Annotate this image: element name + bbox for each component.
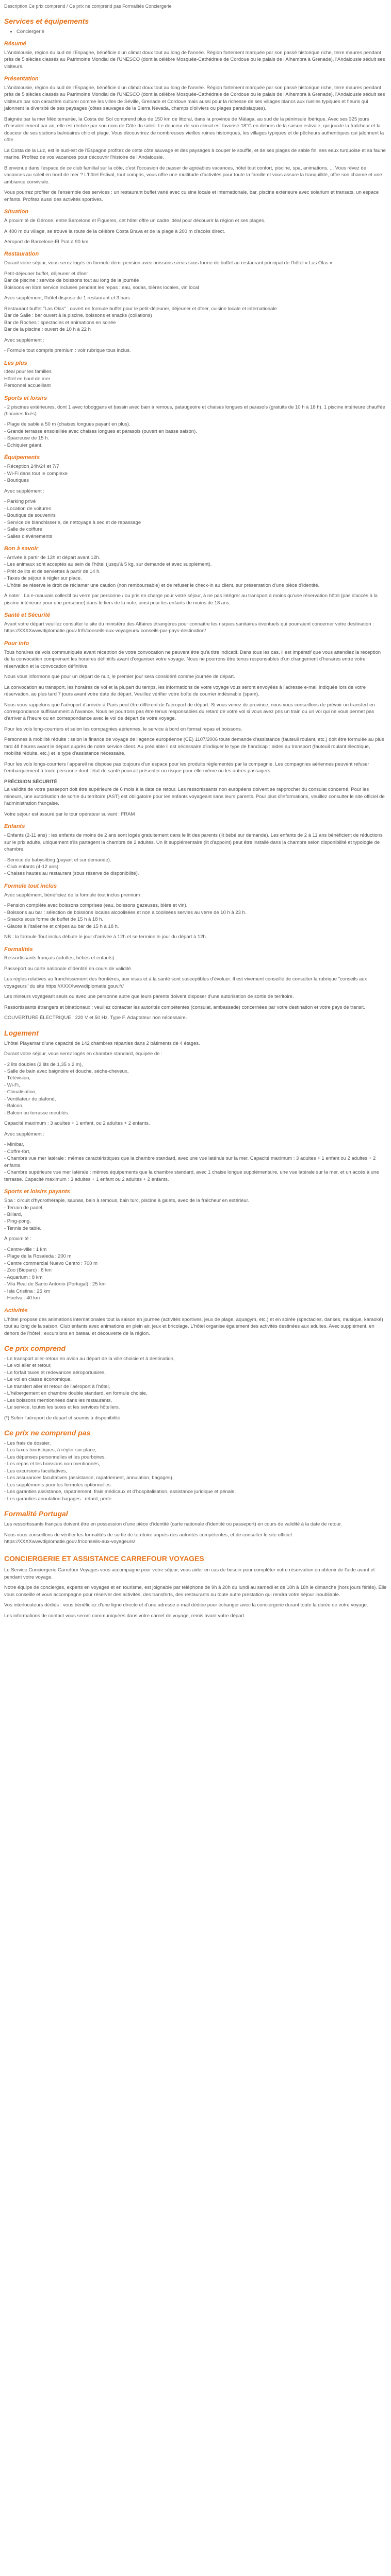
situation-p3: Aéroport de Barcelone-El Prat à 90 km. — [4, 239, 90, 245]
sante-title: Santé et Sécurité — [4, 612, 51, 619]
list-item: Idéal pour les familles — [4, 369, 52, 375]
list-item: - Ping-pong, — [4, 1218, 31, 1225]
list-item: - Le transfert aller et retour de l'aéroport à l'hôtel, — [4, 1383, 110, 1389]
list-item: - Tennis de table. — [4, 1225, 42, 1231]
list-item: Bar de Salle : bar ouvert à la piscine, boissons et snacks (collations) — [4, 313, 152, 319]
bonasavoir-list — [4, 554, 387, 589]
conciergerie-p3: Vos interlocuteurs dédiés : vous bénéficiez d'une ligne directe et d'une adresse e-mail dédiée pour échanger avec la conciergerie durant toute la durée de votre voyage. — [4, 1602, 368, 1608]
list-item: Petit-déjeuner buffet, déjeuner et dîner — [4, 270, 88, 277]
list-item: - Télévision, — [4, 1075, 31, 1081]
list-item: - Prêt de lits et de serviettes à partir de 14 h. — [4, 568, 101, 574]
formule-title: Formule tout inclus — [4, 883, 57, 889]
formalite-portugal-p1: Les ressortissants français doivent être en possession d'une pièce d'identité (carte nationale d'identité ou passeport) en cours de validité à la date de retour. — [4, 1521, 343, 1528]
list-item: - Service de babysitting (payant et sur demande). — [4, 857, 111, 863]
sports-p1: - 2 piscines extérieures, dont 1 avec toboggans et bassin avec bain à remous, pataugeoire et chaises longues et parasols (gratuits de 10 h à 18 h). 1 piscine intérieure chauffée (horaires fixés). — [4, 404, 385, 417]
situation-p2: À 400 m du village, se trouve la route de la célèbre Costa Brava et de la plage à 200 m d'accès direct. — [4, 228, 225, 234]
list-item: - Les suppléments pour les formules optionnelles. — [4, 1482, 112, 1488]
formalites-p1: Ressortissants français (adultes, bébés et enfants) : — [4, 955, 117, 961]
list-item: - Huelva : 40 km — [4, 1295, 40, 1301]
list-item: - Le vol en classe économique, — [4, 1377, 72, 1383]
equipements-list — [4, 463, 387, 484]
list-item: - Chambre vue mer latérale : mêmes caractéristiques que la chambre standard, avec une vue latérale sur la mer. Capacité maximum : 3 adultes + 1 enfant ou 2 adultes + 2 enfants. — [4, 1156, 376, 1168]
list-item: Boissons en libre service incluses pendant les repas : eau, sodas, bières locales, vin local — [4, 284, 199, 291]
equipements-list-2 — [4, 498, 387, 540]
formalites-p5: Ressortissants étrangers et binationaux : veuillez contacter les autorités compétentes (consulat, ambassade) concernées par votre destination et votre pays de transit. — [4, 1004, 365, 1010]
pourinfo-p3: La convocation au transport, les horaires de vol et la plupart du temps, les informations de votre voyage vous seront envoyées à l'adresse e-mail indiquée lors de votre réservation, au plus tard 7 jours avant votre date de départ. Veuillez vérifier votre boîte de courrier indésirable (spam). — [4, 684, 366, 698]
list-item: - Réception 24h/24 et 7/7 — [4, 464, 59, 470]
list-item: - Boutiques — [4, 478, 29, 484]
formalites-p2: Passeport ou carte nationale d'identité en cours de validité. — [4, 965, 133, 972]
proximite-list — [4, 1246, 387, 1302]
list-item: - Les garanties annulation bagages : retard, perte. — [4, 1496, 113, 1502]
presentation-p4: Bienvenue dans l'espace de ce club familial sur la côte, c'est l'occasion de passer de agréables vacances, hôtel tout confort, piscine, spa, animations, ... Vous rêvez de vacances au soleil en bord de mer ? L'hôtel Estival, tout compris, vous offre une multitude d'activités pour toute la famille et vous assure la tranquillité, offre son charme et une ambiance conviviale. — [4, 165, 382, 185]
list-item: - Balcon ou terrasse meublés. — [4, 1110, 70, 1116]
situation-title: Situation — [4, 209, 29, 215]
equipements-title: Équipements — [4, 454, 40, 461]
enfants-text: - Enfants (2-11 ans) : les enfants de moins de 2 ans sont logés gratuitement dans le lit des parents (lit bébé sur demande). Les enfants de 2 à 11 ans bénéficient de réductions sur le prix adulte, uniquement s'ils partagent la chambre de 2 adultes. Un lit supplémentaire (lit d'appoint) peut être installé dans la chambre selon disponibilité et typologie de chambre. — [4, 833, 383, 853]
formalites-title: Formalités — [4, 946, 33, 953]
enfants-title: Enfants — [4, 823, 25, 830]
list-item: - Les garanties assistance, rapatriement, frais médicaux et d'hospitalisation, assistance juridique et pénale. — [4, 1489, 236, 1495]
list-item: - Glaces à l'italienne et crêpes au bar de 15 h à 18 h. — [4, 923, 119, 929]
list-item: - Le service, toutes les taxes et les services hôteliers. — [4, 1404, 120, 1411]
list-item: - Ventilateur de plafond, — [4, 1096, 56, 1102]
list-item: - Wi-Fi dans tout le complexe — [4, 470, 68, 477]
restauration-p2: Avec supplément, l'hôtel dispose de 1 restaurant et 3 bars : — [4, 295, 133, 301]
list-item: - Service de blanchisserie, de nettoyage à sec et de repassage — [4, 519, 141, 526]
list-item: - Pension complète avec boissons comprises (eau, boissons gazeuses, bière et vin). — [4, 903, 188, 909]
restauration-p3: Avec supplément : — [4, 337, 44, 343]
enfants-list — [4, 857, 387, 877]
pourinfo-p6: Personnes à mobilité réduite : selon la finance de voyage de l'agence européenne (CE) 1107/2006 toute demande d'assistance (fauteuil roulant, etc.) doit être formulée au plus tard 48 heures avant le départ auprès de notre service client. Au préalable il est nécessaire d'indiquer le type de handicap : aides au transport (fauteuil roulant électrique, mobilité réduite, etc.) et le type d'assistance nécessaire. — [4, 737, 384, 757]
list-item: - Salle de bain avec baignoire et douche, sèche-cheveux, — [4, 1069, 129, 1074]
list-item: Bar de Roches : spectacles et animations en soirée — [4, 319, 116, 326]
list-item: - Les assurances facultatives (assistance, rapatriement, annulation, bagages), — [4, 1475, 174, 1481]
list-item: Personnel accueillant — [4, 383, 51, 389]
list-item: - Boissons au bar : sélection de boissons locales alcoolisées et non alcoolisées servies au verre de 10 h à 23 h. — [4, 909, 247, 916]
logement-p3: Capacité maximum : 3 adultes + 1 enfant, ou 2 adultes + 2 enfants. — [4, 1121, 150, 1127]
list-item: - Chaises hautes au restaurant (sous réserve de disponibilité). — [4, 871, 139, 877]
list-item: - Centre-ville : 1 km — [4, 1246, 47, 1252]
list-item: - Arrivée à partir de 12h et départ avant 12h. — [4, 554, 101, 561]
resume-text: L'Andalousie, région du sud de l'Espagne, bénéficie d'un climat doux tout au long de l'année. Région fortement marquée par son passé historique riche, terre maures pendant près de 5 siècles classés au Patrimoine Mondial de l'UNESCO (dont la célèbre Mosquée-Cathédrale de Cordoue ou le palais de l'Alhambra à Grenade), l'Andalousie séduit ses visiteurs. — [4, 49, 385, 70]
pourinfo-p2: Nous vous informons que pour un départ de nuit, le premier jour sera considéré comme journée de départ. — [4, 674, 235, 680]
list-item: - Climatisation, — [4, 1089, 37, 1095]
formalites-p4: Les mineurs voyageant seuls ou avec une personne autre que leurs parents doivent disposer d'une autorisation de sortie de territoire. — [4, 994, 294, 1000]
conciergerie-p4: Les informations de contact vous seront communiquées dans votre carnet de voyage, remis avant votre départ. — [4, 1613, 246, 1619]
bonasavoir-title: Bon à savoir — [4, 546, 39, 552]
services-list — [4, 28, 387, 35]
presentation-p2: Baignée par la mer Méditerranée, la Costa del Sol comprend plus de 150 km de littoral, dans la province de Málaga, au sud de la péninsule Ibérique. Avec ses 325 jours d'ensoleillement par an, elle est réchée par son nom de Côte du soleil. Le douceur de son climat est favorisé 18°C en dehors de la saison estivale, qui jouxte la fraîcheur et la douceur de ses stations balnéaires chic et plage. Vous découvrirez de nombreuses vieilles ruines historiques, les villages typiques et de pêcheurs authentiques qui jalonnent la côte. — [4, 116, 384, 143]
conciergerie-p2: Notre équipe de concierges, experts en voyages et en tourisme, est joignable par téléphone de 9h à 20h du lundi au samedi et de 10h à 18h le dimanche (hors jours fériés). Elle vous conseille et vous accompagne pour réserver des activités, des transferts, des restaurants ou toute autre prestation qui rendra votre séjour inoubliable. — [4, 1585, 387, 1598]
list-item: - Isla Cristina : 25 km — [4, 1288, 51, 1294]
list-item: - Aquarium : 8 km — [4, 1274, 43, 1280]
list-item: - Les excursions facultatives, — [4, 1468, 67, 1474]
list-item: - Les animaux sont acceptés au sein de l'hôtel (jusqu'à 5 kg, sur demande et avec supplément). — [4, 562, 212, 568]
sports-payants-list — [4, 1197, 387, 1232]
list-item: - Snacks sous forme de buffet de 15 h à 18 h. — [4, 917, 104, 923]
logement-title: Logement — [4, 1028, 39, 1037]
list-item: - Plage de la Rosaleda : 200 m — [4, 1253, 72, 1260]
prix-comprend-note: (*) Selon l'aéroport de départ et soumis à disponibilité. — [4, 1415, 122, 1421]
list-item: Restaurant buffet "Las Olas" : ouvert en formule buffet pour le petit-déjeuner, déjeuner et dîner, cuisine locale et internationale — [4, 306, 277, 312]
formalite-portugal-p2: Nous vous conseillons de vérifier les formalités de sortie de territoire auprès des autorités compétentes, et de consulter le site officiel : https://XXXXwwwdiplomatie.gouv.fr/conseils-aux-voyageurs/ — [4, 1532, 295, 1545]
presentation-title: Présentation — [4, 76, 39, 82]
list-item: - Spacieuse de 15 h. — [4, 435, 50, 442]
restauration-p4: - Formule tout compris premium : voir rubrique tous inclus. — [4, 348, 131, 354]
logement-p1: L'hôtel Playamar d'une capacité de 142 chambres réparties dans 2 bâtiments de 4 étages. — [4, 1040, 200, 1046]
intro-text: Description Ce prix comprend / Ce prix ne comprend pas Formalités Conciergerie — [4, 4, 172, 9]
proximite-label: À proximité : — [4, 1236, 31, 1242]
list-item: - Location de voitures — [4, 505, 51, 512]
formalites-p3: Les règles relatives au franchissement des frontières, aux visas et à la santé sont susceptibles d'évoluer. Il est vivement conseillé de consulter la rubrique "conseils aux voyageurs" du site https://XXXXwwwdiplomatie.gouv.fr/ — [4, 976, 367, 989]
list-item: - L'hôtel se réserve le droit de réclamer une caution (non remboursable) et de refuser le check-in au client, sur présentation d'une pièce d'identité. — [4, 582, 320, 588]
services-title: Services et équipements — [4, 16, 89, 25]
prix-ne-comprend-pas-title: Ce prix ne comprend pas — [4, 1429, 91, 1437]
list-item: Bar de la piscine : ouvert de 10 h à 22 h — [4, 327, 91, 333]
list-item: - 2 lits doubles (2 lits de 1,35 x 2 m), — [4, 1061, 83, 1067]
prix-comprend-title: Ce prix comprend — [4, 1344, 66, 1352]
formalites-p6: COUVERTURE ÉLECTRIQUE : 220 V et 50 Hz. Type F. Adaptateur non nécessaire. — [4, 1015, 187, 1021]
sante-text: Avant votre départ veuillez consulter le site du ministère des Affaires étrangères pour connaître les risques sanitaires éventuels qui pourraient concerner votre destination : https://XXXXwwwdiplomatie.gouv.fr/fr/conseils-aux-voyageurs/ conseils-par-pays-destination/ — [4, 621, 374, 634]
list-item: - Vila Real de Santo Antonio (Portugal) : 25 km — [4, 1281, 106, 1287]
list-item: - Minibar, — [4, 1142, 25, 1148]
list-item: - Les boissons mentionnées dans les restaurants, — [4, 1397, 112, 1403]
list-item: - Salle de coiffure — [4, 527, 42, 533]
list-item: - Les dépenses personnelles et les pourboires, — [4, 1454, 106, 1460]
presentation-p1: L'Andalousie, région du sud de l'Espagne, bénéficie d'un climat doux tout au long de l'année. Région fortement marquée par son passé historique riche, terre maures pendant près de 5 siècles classés au Patrimoine Mondial de l'UNESCO (dont la célèbre Mosquée-Cathédrale de Cordoue ou le palais de l'Alhambra à Grenade), l'Andalousie séduit ses visiteurs par son caractère culturel comme les villes de Séville, Grenade et Cordoue mais aussi pour la richesse de ses villages blancs aux ruelles typiques et fleuris qui jalonnent la diversité de ses paysages (côtes sauvages de la Sierra Nevada, champs d'oliviers ou plages paradisiaques). — [4, 85, 385, 112]
list-item: - Balcon, — [4, 1103, 24, 1109]
list-item: - Chambre supérieure vue mer latérale : mêmes équipements que la chambre standard, avec 1 chaise longue supplémentaire, une vue latérale sur la mer, et un accès à une terrasse. Capacité maximum : 3 adultes + 1 enfant ou 2 adultes + 2 enfants. — [4, 1170, 379, 1182]
list-item: - Échiquier géant. — [4, 442, 43, 448]
pourinfo-p5: Pour les vols long-courriers et selon les compagnies aériennes, le service à bord en format repas et boissons. — [4, 726, 242, 732]
list-item: Spa : circuit d'hydrothérapie, saunas, bain à remous, bain turc, piscine à galets, avec de la fraîcheur en extérieur. — [4, 1198, 249, 1204]
conciergerie-title: CONCIERGERIE ET ASSISTANCE CARREFOUR VOYAGES — [4, 1554, 204, 1563]
formule-list — [4, 902, 387, 930]
list-item: - Salles d'événements — [4, 533, 53, 539]
list-item: - Parking privé — [4, 499, 36, 505]
presentation-p5: Vous pourrez profiter de l'ensemble des services : un restaurant buffet varié avec cuisine locale et internationale, bar, piscine extérieure avec solarium et transats, un espace enfants. Profitez aussi des activités sportives. — [4, 190, 379, 202]
sports-title: Sports et loisirs — [4, 395, 47, 401]
list-item: - Taxes de séjour à régler sur place. — [4, 575, 82, 582]
list-item: - Zoo (Bioparc) : 8 km — [4, 1267, 52, 1274]
restauration-p1: Durant votre séjour, vous serez logés en formule demi-pension avec boissons servis sous forme de buffet au restaurant principal de l'hôtel « Las Olas ». — [4, 260, 334, 266]
list-item: - Billard, — [4, 1211, 22, 1217]
pourinfo-p4: Nous vous rappelons que l'aéroport d'arrivée à Paris peut être différent de l'aéroport de départ. Si vous venez de province, nous vous conseillons de prévoir un transfert en correspondance suffisamment à l'avance. Nous ne pourrons pas être tenus responsables du retard de votre vol si vous avez pris un train ou un vol qui ne vous permet pas d'arriver à l'heure ou en correspondance avec le vol de départ de votre voyage. — [4, 702, 375, 722]
resume-title: Résumé — [4, 41, 26, 47]
list-item: - Coffre-fort, — [4, 1148, 31, 1155]
services-item: • Conciergerie — [17, 28, 387, 35]
list-item: - Centre commercial Nuevo Centro : 700 m — [4, 1260, 98, 1266]
logement-p4: Avec supplément : — [4, 1131, 44, 1137]
list-item: - Boutique de souvenirs — [4, 513, 56, 519]
formule-p2: NB : la formule Tout inclus débute le jour d'arrivée à 12h et se termine le jour du départ à 12h. — [4, 934, 207, 940]
list-item: - Grande terrasse ensoleillée avec chaises longues et parasols (ouvert en basse saison). — [4, 428, 197, 434]
list-item: - Le transport aller-retour en avion au départ de la ville choisie et à destination, — [4, 1355, 175, 1362]
list-item: - Plage de sable à 50 m (chaises longues payant en plus). — [4, 421, 131, 428]
restauration-title: Restauration — [4, 251, 39, 258]
list-item: - Club enfants (4-12 ans). — [4, 863, 60, 870]
restauration-list — [4, 270, 387, 291]
pourinfo-title: Pour info — [4, 640, 29, 647]
precision-securite-title: PRÉCISION SÉCURITÉ — [4, 778, 57, 785]
activites-text: L'hôtel propose des animations internationales tout la saison en journée (activités sportives, jeux de plage, aquagym, etc.) et en soirée (spectacles, danses, musique, karaoké) tout au long de la saison. Club enfants avec animations en plein air, jeux et bricolage. L'hôtel organise également des activités destinées aux adultes. Avec supplément, en dehors de l'hôtel : excursions en bateau et découverte de la région. — [4, 1316, 383, 1336]
logement-p2: Durant votre séjour, vous serez logés en chambre standard, équipée de : — [4, 1051, 162, 1057]
logement-list — [4, 1061, 387, 1117]
activites-title: Activités — [4, 1307, 28, 1314]
logement-list-2 — [4, 1141, 387, 1183]
conciergerie-p1: Le Service Conciergerie Carrefour Voyages vous accompagne pour votre séjour, vous aider en cas de besoin pour compléter votre réservation ou obtenir de l'aide avant et pendant votre voyage. — [4, 1567, 375, 1580]
sports-list — [4, 421, 387, 449]
pourinfo-p7: Pour les vols longs-courriers l'appareil ne dispose pas toujours d'un espace pour les produits réglementés par la compagnie. Les compagnies aériennes peuvent refuser l'embarquement à toute personne dont l'état de santé pourrait présenter un risque pour elle-même ou les autres passagers. — [4, 761, 369, 774]
prix-ne-comprend-pas-list — [4, 1440, 387, 1502]
pourinfo-p1: Tous horaires de vols communiqués avant réception de votre convocation ne peuvent être qu'à titre indicatif. Dans tous les cas, il est impératif que vous attendiez la réception de la convocation comprenant les horaires définitifs avant d'organiser votre voyage. Nous ne pourrons être tenus responsables d'un changement d'horaires entre votre réservation et la convocation définitive. — [4, 649, 381, 669]
list-item: - Wi-Fi, — [4, 1082, 20, 1088]
list-item: - L'hébergement en chambre double standard, en formule choisie, — [4, 1391, 148, 1397]
prix-comprend-list — [4, 1355, 387, 1411]
list-item: - Le forfait taxes et redevances aéroportuaires, — [4, 1369, 106, 1376]
formalite-portugal-title: Formalité Portugal — [4, 1510, 68, 1518]
lesplus-title: Les plus — [4, 360, 27, 366]
list-item: Bar de piscine : service de boissons tout au long de la journée — [4, 278, 139, 284]
precision-securite-text: La validité de votre passeport doit être supérieure de 6 mois à la date de retour. Les ressortissants non européens doivent se rapprocher du consulat concerné. Pour les mineurs, une autorisation de sortie du territoire (AST) est obligatoire pour les enfants voyageant sans leurs parents. Pour plus d'informations, veuillez consulter le site officiel de l'administration française. — [4, 787, 385, 807]
equipements-p2: Avec supplément : — [4, 488, 44, 494]
list-item: Hôtel en bord de mer — [4, 376, 51, 382]
precision-securite-operator: Votre séjour est assuré par le tour opérateur suivant : FRAM — [4, 811, 135, 817]
list-item: - Les taxes touristiques, à régler sur place, — [4, 1447, 97, 1453]
lesplus-list — [4, 368, 387, 389]
list-item: - Les frais de dossier, — [4, 1440, 51, 1446]
list-item: - Terrain de padel, — [4, 1205, 44, 1211]
situation-p1: À proximité de Gérone, entre Barcelone et Figueres, cet hôtel offre un cadre idéal pour découvrir la région et ses plages. — [4, 218, 266, 224]
formule-p1: Avec supplément, bénéficiez de la formule tout inclus premium : — [4, 892, 143, 898]
sports-payants-title: Sports et loisirs payants — [4, 1189, 70, 1195]
bonasavoir-p2: À noter : La e-mauvais collectif ou verre par personne / ou pris en charge pour votre séjour, à ne pas intégrer au transport à moins qu'une réservation hôtel (pas d'accès à la piscine intérieure pour une personne) dans le tiers de la note, ainsi pour les enfants de moins de 18 ans. — [4, 593, 378, 606]
restauration-list-2 — [4, 306, 387, 333]
presentation-p3: La Costa de la Luz, est le sud-est de l'Espagne profitez de cette côte sauvage et des paysages à couper le souffle, et de ses plages de sable fin, ses eaux turquoise et sa faune marine. Profitez de vos vacances pour découvrir l'histoire de l'Andalousie. — [4, 147, 386, 161]
list-item: - Le vol aller et retour, — [4, 1363, 52, 1369]
list-item: - Les repas et les boissons non mentionnés, — [4, 1461, 100, 1467]
